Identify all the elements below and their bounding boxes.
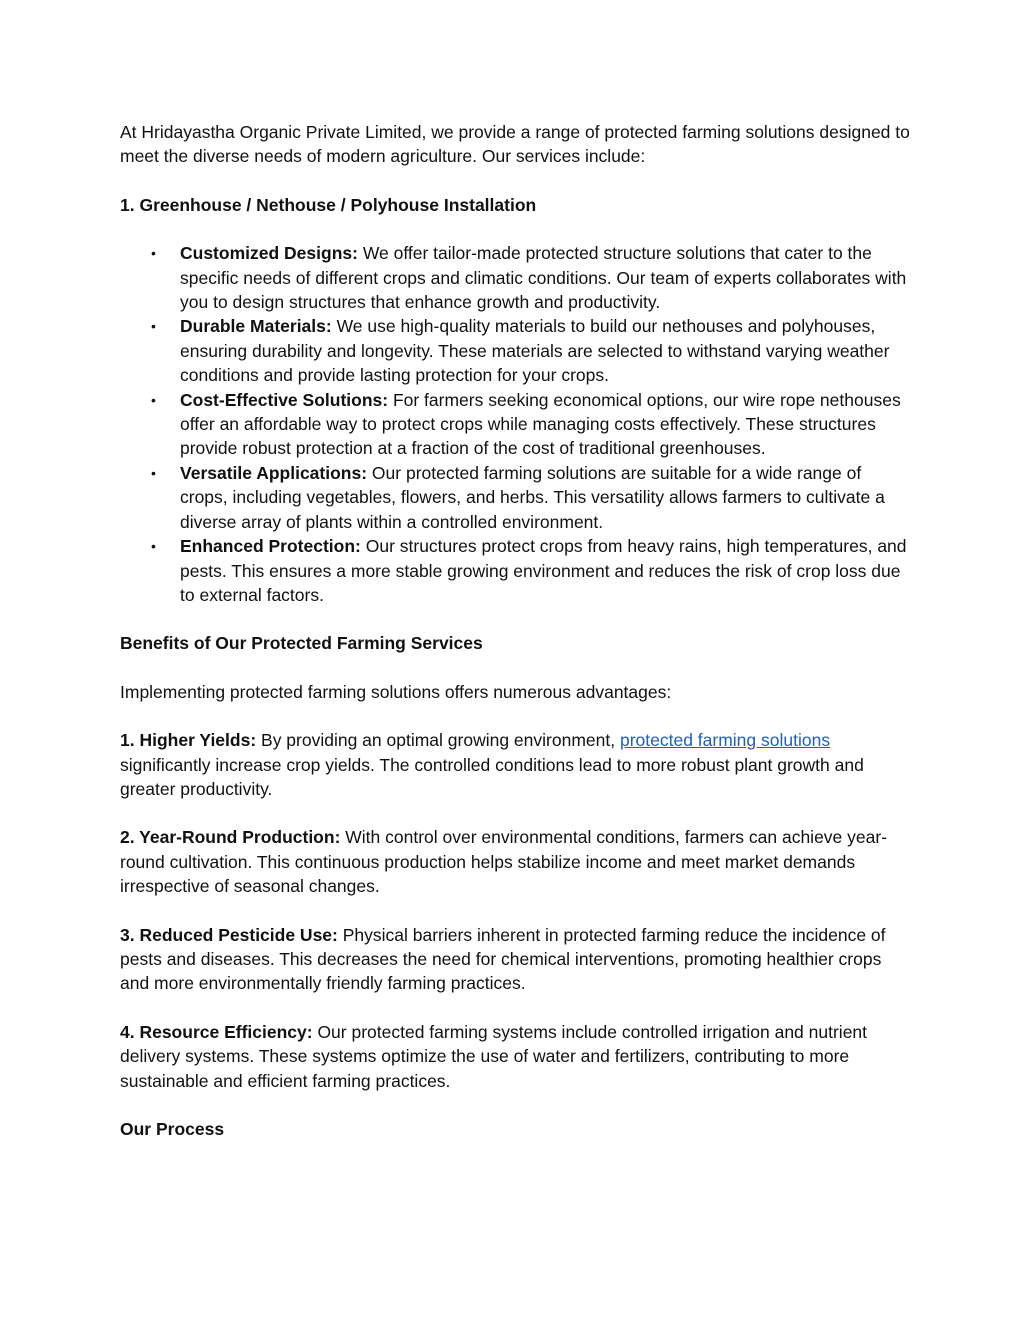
benefit-reduced-pesticide-use [120, 923, 910, 996]
list-item-text: For farmers seeking economical options, our wire rope nethouses offer an affordable way to protect crops while managing costs effectively. These structures provide robust protection at a fraction of the cost of traditional greenhouses. [180, 389, 901, 459]
benefit-year-round-production [120, 825, 910, 898]
benefit-title: 4. Resource Efficiency: [120, 1021, 313, 1042]
list-item-text: We offer tailor-made protected structure solutions that cater to the specific needs of different crops and climatic conditions. Our team of experts collaborates with you to design structures that enhance growth and productivity. [180, 243, 907, 313]
list-item-title: Durable Materials: [180, 316, 332, 337]
benefits-intro: Implementing protected farming solutions offers numerous advantages: [120, 681, 672, 702]
protected-farming-solutions-link[interactable]: protected farming solutions [619, 730, 831, 751]
bullet-icon: • [151, 538, 156, 555]
list-item-text: We use high-quality materials to build our nethouses and polyhouses, ensuring durability and longevity. These materials are selected to withstand varying weather conditions and provide lasting protection for your crops. [180, 316, 890, 386]
benefit-title: 3. Reduced Pesticide Use: [120, 924, 338, 945]
bullet-icon: • [151, 245, 156, 262]
benefit-higher-yields [120, 728, 910, 801]
list-item-title: Versatile Applications: [180, 462, 368, 483]
list-item-title: Enhanced Protection: [180, 536, 361, 557]
list-item [120, 461, 910, 534]
intro-paragraph: At Hridayastha Organic Private Limited, we provide a range of protected farming solutions designed to meet the diverse needs of modern agriculture. Our services include: [120, 122, 910, 167]
benefit-text: By providing an optimal growing environment, [256, 730, 620, 751]
list-item-text: Our structures protect crops from heavy rains, high temperatures, and pests. This ensures a more stable growing environment and reduces the risk of crop loss due to external factors. [180, 536, 907, 605]
benefit-resource-efficiency [120, 1020, 910, 1093]
list-item-title: Cost-Effective Solutions: [180, 389, 389, 410]
list-item [120, 388, 910, 461]
list-item [120, 534, 910, 607]
bullet-icon: • [151, 464, 156, 481]
bullet-icon: • [151, 391, 156, 408]
list-item [120, 314, 910, 387]
benefit-text: Physical barriers inherent in protected farming reduce the incidence of pests and diseases. This decreases the need for chemical interventions, promoting healthier crops and more environmentally friendly farming practices. [120, 924, 886, 994]
benefit-text: With control over environmental conditions, farmers can achieve year-round cultivation. This continuous production helps stabilize income and meet market demands irrespective of seasonal changes. [120, 827, 888, 897]
bullet-icon: • [151, 318, 156, 335]
benefit-text: Our protected farming systems include controlled irrigation and nutrient delivery systems. These systems optimize the use of water and fertilizers, contributing to more sustainable and efficient farming practices. [120, 1021, 868, 1091]
document-page [120, 120, 910, 1165]
list-item-title: Customized Designs: [180, 243, 358, 264]
benefit-title: 1. Higher Yields: [120, 730, 257, 751]
section-heading-installation: 1. Greenhouse / Nethouse / Polyhouse Installation [120, 194, 537, 215]
benefit-title: 2. Year-Round Production: [120, 827, 341, 848]
list-item [120, 241, 910, 314]
installation-feature-list [120, 241, 910, 607]
section-heading-benefits: Benefits of Our Protected Farming Services [120, 633, 483, 654]
benefit-text: significantly increase crop yields. The controlled conditions lead to more robust plant growth and greater productivity. [120, 754, 864, 799]
section-heading-process: Our Process [120, 1119, 225, 1139]
list-item-text: Our protected farming solutions are suitable for a wide range of crops, including vegetables, flowers, and herbs. This versatility allows farmers to cultivate a diverse array of plants within a controlled environment. [180, 462, 885, 532]
